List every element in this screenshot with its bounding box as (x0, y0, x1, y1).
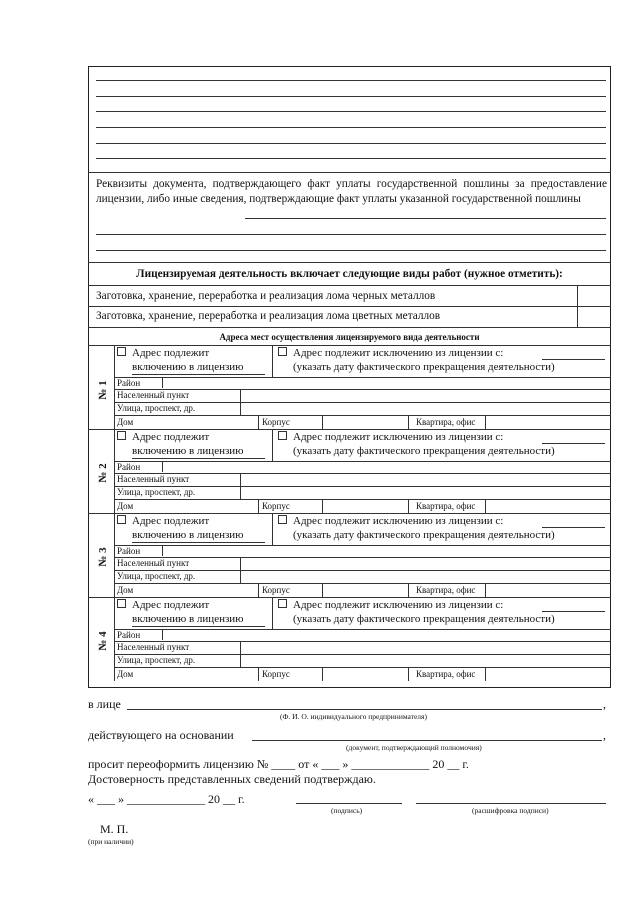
include-checkbox[interactable] (117, 599, 126, 608)
include-label: включению в лицензию (132, 613, 244, 625)
include-label: Адрес подлежит (132, 347, 210, 359)
fee-section-text: Реквизиты документа, подтверждающего факт уплаты государственной пошлины за предоставление лицензии, либо иные сведения, подтверждающие факт уплаты указанной государственной пошлины (96, 178, 607, 205)
district-label: Район (117, 546, 141, 556)
comma: , (603, 728, 606, 742)
locality-label: Населенный пункт (117, 390, 190, 400)
house-label: Дом (117, 501, 134, 511)
activity-header: Лицензируемая деятельность включает следующие виды работ (нужное отметить): (136, 268, 563, 280)
house-label: Дом (117, 417, 134, 427)
district-label: Район (117, 630, 141, 640)
apartment-label: Квартира, офис (416, 585, 476, 595)
street-label: Улица, проспект, др. (117, 655, 196, 665)
exclude-label: Адрес подлежит исключению из лицензии с: (293, 515, 504, 527)
street-field[interactable] (242, 487, 609, 498)
exclude-hint: (указать дату фактического прекращения деятельности) (293, 613, 555, 625)
section-divider (88, 262, 611, 263)
block-number: № 4 (97, 631, 109, 651)
block-number: № 2 (97, 463, 109, 483)
district-label: Район (117, 378, 141, 388)
street-field[interactable] (242, 403, 609, 414)
street-label: Улица, проспект, др. (117, 487, 196, 497)
locality-label: Населенный пункт (117, 474, 190, 484)
house-label: Дом (117, 669, 134, 679)
decoding-caption: (расшифровка подписи) (472, 806, 549, 815)
exclude-checkbox[interactable] (278, 347, 287, 356)
activity-item-nonferrous: Заготовка, хранение, переработка и реализация лома цветных металлов (96, 310, 441, 322)
district-label: Район (117, 462, 141, 472)
exclude-checkbox[interactable] (278, 599, 287, 608)
house-label: Дом (117, 585, 134, 595)
district-field[interactable] (164, 378, 609, 388)
building-label: Корпус (262, 417, 290, 427)
exclude-label: Адрес подлежит исключению из лицензии с: (293, 599, 504, 611)
date-field[interactable]: « ___ » _____________ 20 __ г. (88, 792, 245, 806)
section-divider (88, 172, 611, 173)
include-checkbox[interactable] (117, 347, 126, 356)
fee-line[interactable] (96, 250, 606, 251)
addresses-header: Адреса мест осуществления лицензируемого вида деятельности (219, 332, 480, 342)
exclude-checkbox[interactable] (278, 431, 287, 440)
signature-decoding-field[interactable] (416, 803, 606, 804)
signature-caption: (подпись) (331, 806, 363, 815)
locality-field[interactable] (242, 642, 609, 653)
fee-line[interactable] (96, 234, 606, 235)
building-label: Корпус (262, 669, 290, 679)
district-field[interactable] (164, 546, 609, 556)
exclude-hint: (указать дату фактического прекращения деятельности) (293, 361, 555, 373)
include-label: Адрес подлежит (132, 431, 210, 443)
activity-item-ferrous: Заготовка, хранение, переработка и реализация лома черных металлов (96, 290, 436, 302)
fee-line[interactable] (245, 218, 606, 219)
acting-basis-field[interactable] (252, 740, 602, 741)
include-checkbox[interactable] (117, 431, 126, 440)
in-person-field[interactable] (127, 709, 602, 710)
exclude-checkbox[interactable] (278, 515, 287, 524)
include-label: Адрес подлежит (132, 599, 210, 611)
exclude-label: Адрес подлежит исключению из лицензии с: (293, 431, 504, 443)
block-number: № 1 (97, 380, 109, 400)
building-label: Корпус (262, 585, 290, 595)
include-label: включению в лицензию (132, 529, 244, 541)
exclude-date-field[interactable] (542, 517, 605, 528)
include-label: включению в лицензию (132, 361, 244, 373)
apartment-label: Квартира, офис (416, 417, 476, 427)
include-label: Адрес подлежит (132, 515, 210, 527)
building-label: Корпус (262, 501, 290, 511)
signature-field[interactable] (296, 803, 402, 804)
locality-field[interactable] (242, 558, 609, 569)
request-text: просит переоформить лицензию № ____ от « ___ » _____________ 20 __ г. (88, 757, 469, 771)
include-checkbox[interactable] (117, 515, 126, 524)
street-label: Улица, проспект, др. (117, 571, 196, 581)
stamp-label: М. П. (100, 822, 129, 836)
apartment-label: Квартира, офис (416, 669, 476, 679)
in-person-caption: (Ф. И. О. индивидуального предпринимателя) (280, 712, 427, 721)
stamp-caption: (при наличии) (88, 837, 134, 846)
comma: , (603, 697, 606, 711)
district-field[interactable] (164, 630, 609, 640)
include-label: включению в лицензию (132, 445, 244, 457)
locality-field[interactable] (242, 390, 609, 401)
block-number: № 3 (97, 547, 109, 567)
acting-basis-caption: (документ, подтверждающий полномочия) (346, 743, 482, 752)
confirm-text: Достоверность представленных сведений подтверждаю. (88, 772, 376, 786)
exclude-date-field[interactable] (542, 601, 605, 612)
street-label: Улица, проспект, др. (117, 403, 196, 413)
locality-field[interactable] (242, 474, 609, 485)
locality-label: Населенный пункт (117, 642, 190, 652)
acting-basis-label: действующего на основании (88, 728, 234, 742)
checkbox-nonferrous[interactable] (578, 307, 610, 326)
street-field[interactable] (242, 571, 609, 582)
exclude-label: Адрес подлежит исключению из лицензии с: (293, 347, 504, 359)
in-person-label: в лице (88, 697, 121, 711)
locality-label: Населенный пункт (117, 558, 190, 568)
exclude-hint: (указать дату фактического прекращения деятельности) (293, 445, 555, 457)
exclude-hint: (указать дату фактического прекращения деятельности) (293, 529, 555, 541)
apartment-label: Квартира, офис (416, 501, 476, 511)
checkbox-ferrous[interactable] (578, 286, 610, 305)
street-field[interactable] (242, 655, 609, 666)
district-field[interactable] (164, 462, 609, 472)
exclude-date-field[interactable] (542, 349, 605, 360)
exclude-date-field[interactable] (542, 433, 605, 444)
